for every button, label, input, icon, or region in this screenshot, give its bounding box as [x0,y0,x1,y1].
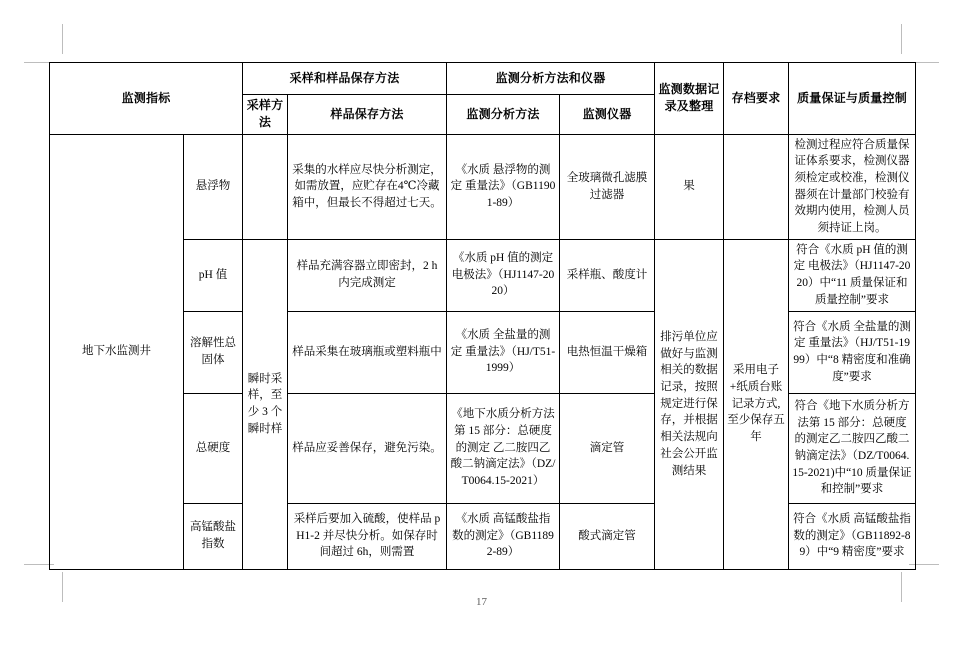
header-sampling-method: 采样方法 [243,95,288,135]
header-data-record: 监测数据记录及整理 [655,63,724,135]
cell-instrument: 采样瓶、酸度计 [560,239,655,311]
cell-indicator-name: 溶解性总固体 [184,311,243,393]
cell-analysis-method: 《地下水质分析方法 第 15 部分：总硬度的测定 乙二胺四乙酸二钠滴定法》（DZ/T0064.15-2021） [447,393,560,503]
table-row-suspended-solids [50,134,916,239]
header-sampling-group: 采样和样品保存方法 [243,63,447,95]
cell-indicator-name: 悬浮物 [184,134,243,239]
cell-instrument: 全玻璃微孔滤膜过滤器 [560,134,655,239]
cell-qaqc: 符合《地下水质分析方法第 15 部分：总硬度的测定乙二胺四乙酸二钠滴定法》（DZ/T0064.15-2021)中“10 质量保证和控制”要求 [789,393,916,503]
cell-site-label: 地下水监测井 [50,134,184,569]
cell-preservation: 采集的水样应尽快分析测定，如需放置，应贮存在4℃冷藏箱中，但最长不得超过七天。 [288,134,447,239]
cell-analysis-method: 《水质 悬浮物的测定 重量法》（GB11901-89） [447,134,560,239]
cell-preservation: 样品应妥善保存，避免污染。 [288,393,447,503]
monitoring-plan-table [49,62,916,570]
cell-indicator-name: 高锰酸盐指数 [184,503,243,569]
cell-archive-empty [724,134,789,239]
cell-indicator-name: pH 值 [184,239,243,311]
header-qaqc: 质量保证与质量控制 [789,63,916,135]
table-header-row-1 [50,63,916,95]
cell-qaqc: 符合《水质 全盐量的测定 重量法》（HJ/T51-1999）中“8 精密度和准确度”要求 [789,311,916,393]
crop-mark-top-right [897,24,939,66]
cell-instrument: 电热恒温干燥箱 [560,311,655,393]
crop-mark-top-left [24,24,66,66]
cell-archive-value: 采用电子+纸质台账记录方式,至少保存五年 [724,239,789,569]
header-archive: 存档要求 [724,63,789,135]
cell-preservation: 采样后要加入硫酸，使样品 pH1-2 并尽快分析。如保存时间超过 6h，则需置 [288,503,447,569]
cell-instrument: 酸式滴定管 [560,503,655,569]
cell-qaqc-general: 检测过程应符合质量保证体系要求，检测仪器须检定或校准，检测仪器须在计量部门校验有效期内使用，检测人员须持证上岗。 [789,134,916,239]
cell-analysis-method: 《水质 pH 值的测定 电极法》（HJ1147-2020） [447,239,560,311]
cell-sampling-method-empty [243,134,288,239]
cell-qaqc: 符合《水质 pH 值的测定 电极法》（HJ1147-2020）中“11 质量保证和质量控制”要求 [789,239,916,311]
cell-preservation: 样品采集在玻璃瓶或塑料瓶中 [288,311,447,393]
cell-analysis-method: 《水质 全盐量的测定 重量法》（HJ/T51-1999） [447,311,560,393]
monitoring-plan-table-wrapper [49,62,915,570]
cell-data-record-continued: 果 [655,134,724,239]
header-instrument: 监测仪器 [560,95,655,135]
header-sample-preservation: 样品保存方法 [288,95,447,135]
cell-instrument: 滴定管 [560,393,655,503]
page-number: 17 [476,596,487,608]
header-analysis-group: 监测分析方法和仪器 [447,63,655,95]
cell-indicator-name: 总硬度 [184,393,243,503]
cell-data-record-value: 排污单位应做好与监测相关的数据记录，按照规定进行保存，并根据相关法规向社会公开监测结果 [655,239,724,569]
cell-preservation: 样品充满容器立即密封，2 h 内完成测定 [288,239,447,311]
header-analysis-method: 监测分析方法 [447,95,560,135]
cell-sampling-method-value: 瞬时采样，至少 3 个瞬时样 [243,239,288,569]
cell-qaqc: 符合《水质 高锰酸盐指数的测定》（GB11892-89）中“9 精密度”要求 [789,503,916,569]
cell-analysis-method: 《水质 高锰酸盐指数的测定》（GB11892-89） [447,503,560,569]
header-indicator: 监测指标 [50,63,243,135]
